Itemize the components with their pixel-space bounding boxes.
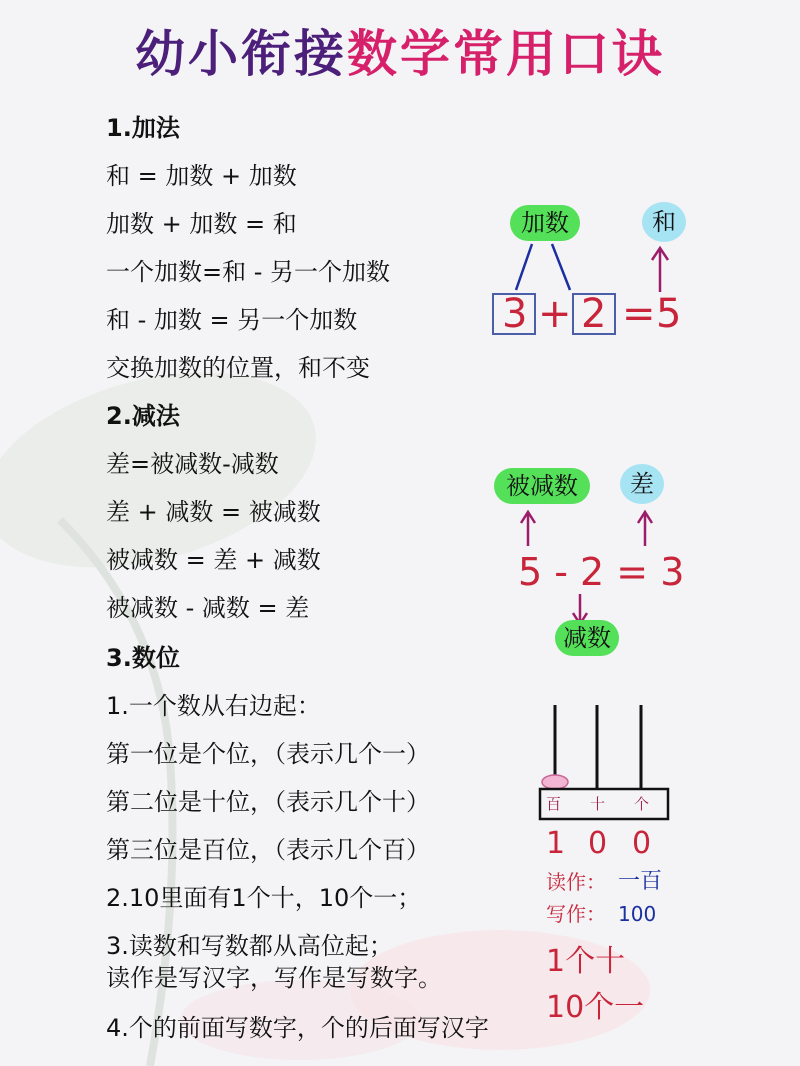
place-value-heading: 3.数位 xyxy=(106,644,180,672)
addition-rule-5: 交换加数的位置，和不变 xyxy=(106,354,370,382)
abacus-place-hundreds: 百 xyxy=(546,795,562,813)
place-value-rule-6: 3.读数和写数都从高位起； xyxy=(106,932,393,960)
plus-sign: + xyxy=(538,291,572,337)
subtraction-heading: 2.减法 xyxy=(106,402,180,430)
note-ten-ones: 10个一 xyxy=(546,990,645,1025)
title-part1: 幼小衔接 xyxy=(135,25,347,83)
read-as-value: 一百 xyxy=(618,869,663,894)
addition-rule-3: 一个加数=和 - 另一个加数 xyxy=(106,258,391,286)
equals-sign: = xyxy=(622,291,656,337)
place-value-rule-3: 第二位是十位，（表示几个十） xyxy=(106,788,430,816)
abacus-place-ones: 个 xyxy=(634,795,650,813)
page-title xyxy=(0,22,800,86)
sum-label: 和 xyxy=(642,202,686,242)
place-value-rule-7: 读作是写汉字，写作是写数字。 xyxy=(106,964,442,992)
write-as-value: 100 xyxy=(618,902,657,926)
sum-result: 5 xyxy=(656,291,682,337)
difference-label: 差 xyxy=(620,464,664,504)
note-one-ten: 1个十 xyxy=(546,944,626,979)
addend-label: 加数 xyxy=(510,205,580,241)
abacus-digit-ones: 0 xyxy=(632,826,652,861)
subtraction-rule-3: 被减数 = 差 + 减数 xyxy=(106,546,321,574)
subtraction-equation: 5 - 2 = 3 xyxy=(518,550,685,594)
subtraction-rule-2: 差 + 减数 = 被减数 xyxy=(106,498,321,526)
place-value-rule-4: 第三位是百位，（表示几个百） xyxy=(106,836,430,864)
addition-rule-1: 和 = 加数 + 加数 xyxy=(106,162,297,190)
addend-a: 3 xyxy=(502,291,528,337)
addition-heading: 1.加法 xyxy=(106,114,180,142)
addition-rule-2: 加数 + 加数 = 和 xyxy=(106,210,297,238)
place-value-rule-2: 第一位是个位，（表示几个一） xyxy=(106,740,430,768)
title-part2: 数学常用口诀 xyxy=(347,25,665,83)
addition-rule-4: 和 - 加数 = 另一个加数 xyxy=(106,306,358,334)
place-value-rule-5: 2.10里面有1个十，10个一； xyxy=(106,884,422,912)
read-as-label: 读作： xyxy=(546,870,606,894)
place-value-rule-1: 1.一个数从右边起： xyxy=(106,692,321,720)
subtraction-rule-4: 被减数 - 减数 = 差 xyxy=(106,594,310,622)
abacus-digit-hundreds: 1 xyxy=(546,826,566,861)
write-as-label: 写作： xyxy=(546,902,606,926)
subtrahend-label: 减数 xyxy=(555,620,619,656)
subtraction-up-arrows xyxy=(500,508,670,548)
abacus-digit-tens: 0 xyxy=(588,826,608,861)
subtraction-rule-1: 差=被减数-减数 xyxy=(106,450,279,478)
place-value-rule-8: 4.个的前面写数字，个的后面写汉字 xyxy=(106,1014,489,1042)
minuend-label: 被减数 xyxy=(494,468,590,504)
addend-b: 2 xyxy=(581,291,607,337)
abacus-place-tens: 十 xyxy=(590,795,606,813)
